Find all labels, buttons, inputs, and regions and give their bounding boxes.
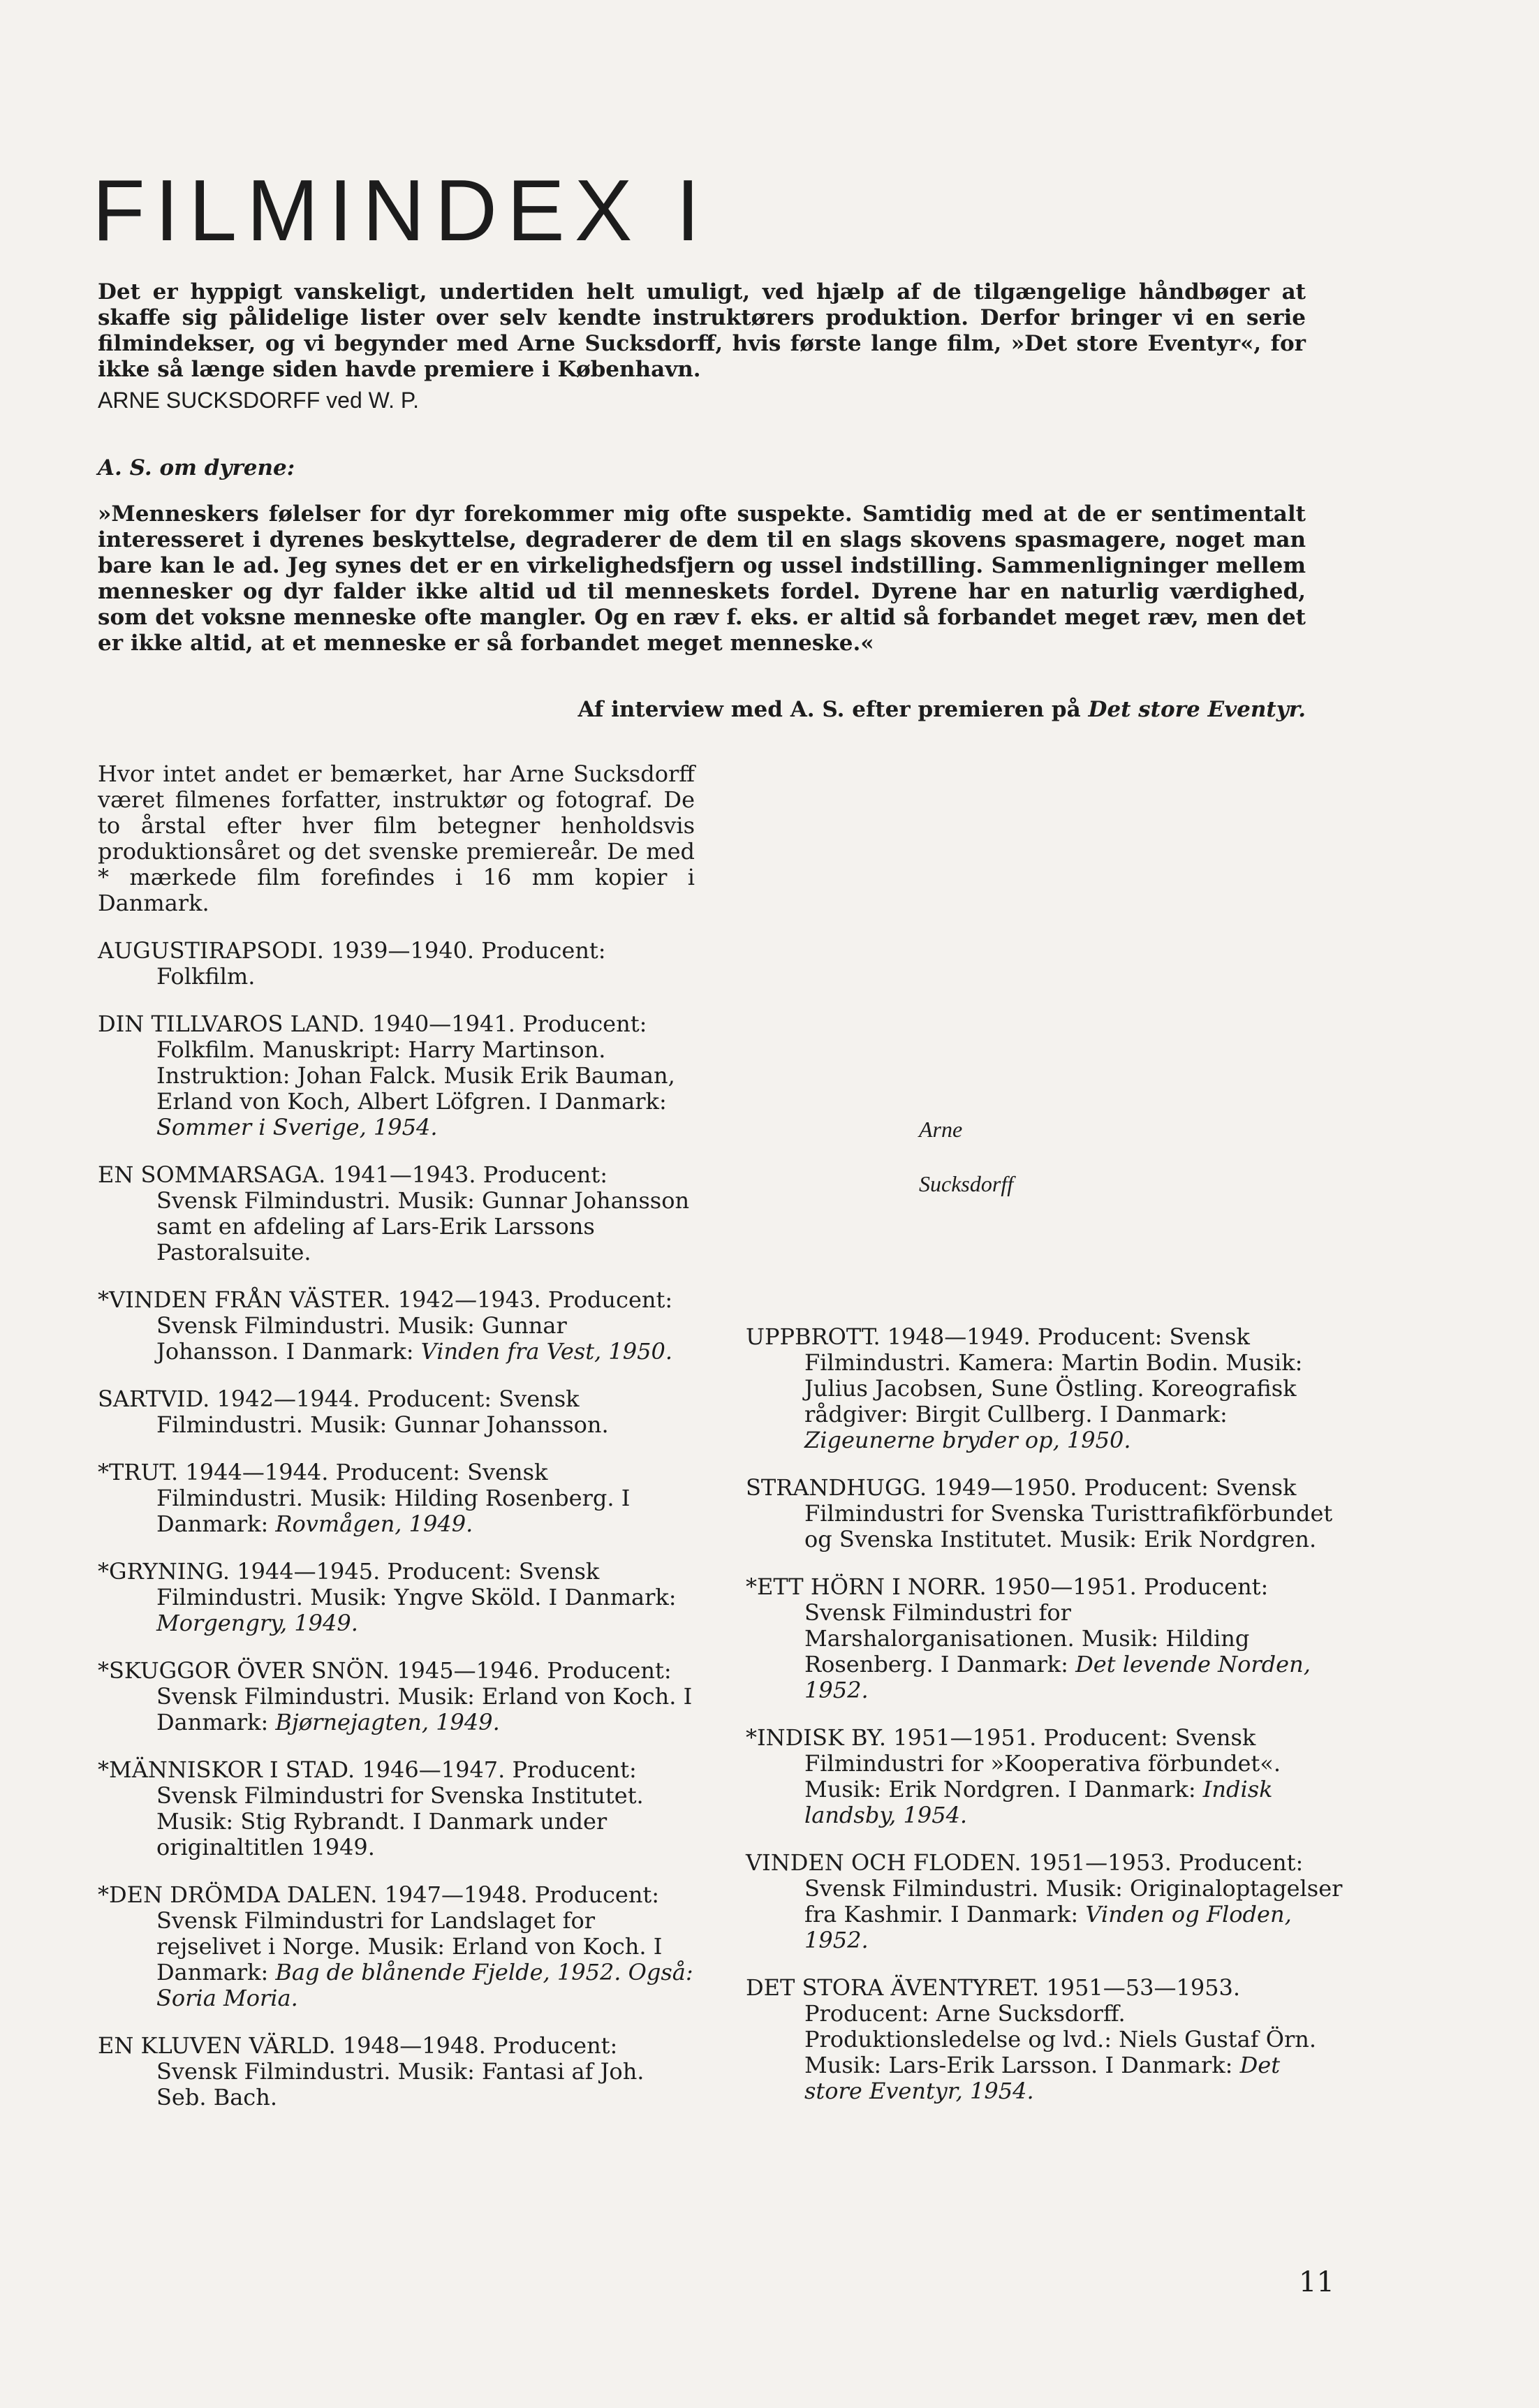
entry-text: DIN TILLVAROS LAND. 1940—1941. Producent: Folkfilm. Manuskript: Harry Martinson. Instruktion: Johan Falck. Musik Erik Bauman, Erland von Koch, Albert Löfgren. I Danmark: [98, 1011, 675, 1115]
photo-caption [919, 1102, 1013, 1211]
entry-danish-title: Det levende Norden, 1952. [804, 1651, 1311, 1703]
filmography-entry [98, 1460, 695, 1537]
entry-text: UPPBROTT. 1948—1949. Producent: Svensk Filmindustri. Kamera: Martin Bodin. Musik: Julius Jacobsen, Sune Östling. Koreografisk rådgiver: Birgit Cullberg. I Danmark: [746, 1323, 1303, 1427]
filmography-entry [746, 1574, 1343, 1703]
intro-paragraph: Det er hyppigt vanskeligt, undertiden helt umuligt, ved hjælp af de tilgængelige håndbøger at skaffe sig pålidelige lister over selv kendte instruktørers produktion. Derfor bringer vi en serie filmindekser, og vi begynder med Arne Sucksdorff, hvis første lange film, »Det store Eventyr«, for ikke så længe siden havde premiere i København. [98, 279, 1306, 382]
entry-text: STRANDHUGG. 1949—1950. Producent: Svensk Filmindustri for Svenska Turisttrafikförbundet og Svenska Institutet. Musik: Erik Nordgren. [746, 1474, 1333, 1552]
entry-danish-title: Bag de blånende Fjelde, 1952. Også: Soria Moria. [156, 1959, 693, 2011]
entry-danish-title: Zigeunerne bryder op, 1950. [804, 1427, 1131, 1453]
filmography-entry [98, 2033, 695, 2110]
byline: ARNE SUCKSDORFF ved W. P. [98, 388, 419, 413]
right-entry-list [746, 1324, 1343, 2104]
attribution-title: Det store Eventyr. [1088, 697, 1306, 722]
filmography-entry [98, 1559, 695, 1636]
left-entry-list [98, 938, 695, 2110]
right-column [746, 1324, 1343, 2126]
caption-line: Sucksdorff [919, 1171, 1014, 1196]
filmography-entry [746, 1475, 1343, 1552]
quote-attribution [430, 697, 1306, 722]
caption-line: Arne [919, 1117, 963, 1142]
entry-danish-title: Rovmågen, 1949. [275, 1511, 473, 1537]
entry-text: *SKUGGOR ÖVER SNÖN. 1945—1946. Producent: Svensk Filmindustri. Musik: Erland von Koch. I Danmark: [98, 1657, 693, 1735]
entry-danish-title: Indisk landsby, 1954. [804, 1776, 1273, 1828]
entry-text: AUGUSTIRAPSODI. 1939—1940. Producent: Folkfilm. [98, 937, 606, 990]
entry-danish-title: Vinden fra Vest, 1950. [420, 1338, 672, 1365]
page-title: FILMINDEX I [92, 163, 710, 259]
filmography-entry [746, 1850, 1343, 1953]
left-column [98, 761, 695, 2132]
entry-text: *ETT HÖRN I NORR. 1950—1951. Producent: Svensk Filmindustri for Marshalorganisationen. Musik: Hilding Rosenberg. I Danmark: [746, 1573, 1269, 1677]
filmography-entry [746, 1725, 1343, 1828]
entry-text: *MÄNNISKOR I STAD. 1946—1947. Producent: Svensk Filmindustri for Svenska Institutet. Musik: Stig Rybrandt. I Danmark under originaltitlen 1949. [98, 1756, 644, 1860]
filmography-entry [98, 1658, 695, 1735]
filmography-entry [98, 1386, 695, 1438]
filmography-entry [98, 1882, 695, 2011]
filmography-entry [746, 1975, 1343, 2104]
entry-danish-title: Morgengry, 1949. [156, 1610, 358, 1636]
entry-text: EN KLUVEN VÄRLD. 1948—1948. Producent: Svensk Filmindustri. Musik: Fantasi af Joh. Seb. Bach. [98, 2032, 645, 2110]
entry-text: VINDEN OCH FLODEN. 1951—1953. Producent: Svensk Filmindustri. Musik: Originaloptagelser fra Kashmir. I Danmark: [746, 1849, 1343, 1928]
quote-heading: A. S. om dyrene: [98, 455, 295, 480]
entry-text: *DEN DRÖMDA DALEN. 1947—1948. Producent: Svensk Filmindustri for Landslaget for rejselivet i Norge. Musik: Erland von Koch. I Danmark: [98, 1881, 663, 1985]
entry-text: DET STORA ÄVENTYRET. 1951—53—1953. Producent: Arne Sucksdorff. Produktionsledelse og lvd.: Niels Gustaf Örn. Musik: Lars-Erik Larsson. I Danmark: [746, 1974, 1317, 2078]
note-paragraph: Hvor intet andet er bemærket, har Arne Sucksdorff været filmenes forfatter, instruktør og fotograf. De to årstal efter hver film betegner henholdsvis produktionsåret og det svenske premiereår. De med * mærkede film forefindes i 16 mm kopier i Danmark. [98, 761, 695, 916]
filmography-entry [98, 1757, 695, 1860]
entry-text: SARTVID. 1942—1944. Producent: Svensk Filmindustri. Musik: Gunnar Johansson. [98, 1386, 609, 1438]
entry-danish-title: Bjørnejagten, 1949. [275, 1709, 500, 1735]
entry-danish-title: Sommer i Sverige, 1954. [156, 1114, 438, 1140]
filmography-entry [98, 1011, 695, 1140]
filmography-entry [98, 1287, 695, 1365]
entry-danish-title: Det store Eventyr, 1954. [804, 2052, 1281, 2104]
quote-paragraph: »Menneskers følelser for dyr forekommer mig ofte suspekte. Samtidig med at de er sentimentalt interesseret i dyrenes beskyttelse, degraderer de dem til en slags skovens spasmagere, noget man bare kan le ad. Jeg synes det er en virkelighedsfjern og ussel indstilling. Sammenligninger mellem mennesker og dyr falder ikke altid ud til menneskets fordel. Dyrene har en naturlig værdighed, som det voksne menneske ofte mangler. Og en ræv f. eks. er altid så forbandet meget ræv, men det er ikke altid, at et menneske er så forbandet meget menneske.« [98, 501, 1306, 656]
attribution-text: Af interview med A. S. efter premieren på [577, 697, 1081, 722]
filmography-entry [98, 938, 695, 990]
entry-text: *GRYNING. 1944—1945. Producent: Svensk Filmindustri. Musik: Yngve Sköld. I Danmark: [98, 1558, 677, 1610]
entry-text: *INDISK BY. 1951—1951. Producent: Svensk Filmindustri for »Kooperativa förbundet«. Musik: Erik Nordgren. I Danmark: [746, 1724, 1281, 1803]
entry-text: *VINDEN FRÅN VÄSTER. 1942—1943. Producent: Svensk Filmindustri. Musik: Gunnar Johansson. I Danmark: [98, 1286, 673, 1365]
filmography-entry [98, 1162, 695, 1265]
entry-text: EN SOMMARSAGA. 1941—1943. Producent: Svensk Filmindustri. Musik: Gunnar Johansson samt en afdeling af Lars-Erik Larssons Pastoralsuite. [98, 1161, 690, 1265]
filmography-entry [746, 1324, 1343, 1453]
entry-text: *TRUT. 1944—1944. Producent: Svensk Filmindustri. Musik: Hilding Rosenberg. I Danmark: [98, 1459, 631, 1537]
entry-danish-title: Vinden og Floden, 1952. [804, 1901, 1292, 1953]
page-number: 11 [1299, 2266, 1334, 2298]
